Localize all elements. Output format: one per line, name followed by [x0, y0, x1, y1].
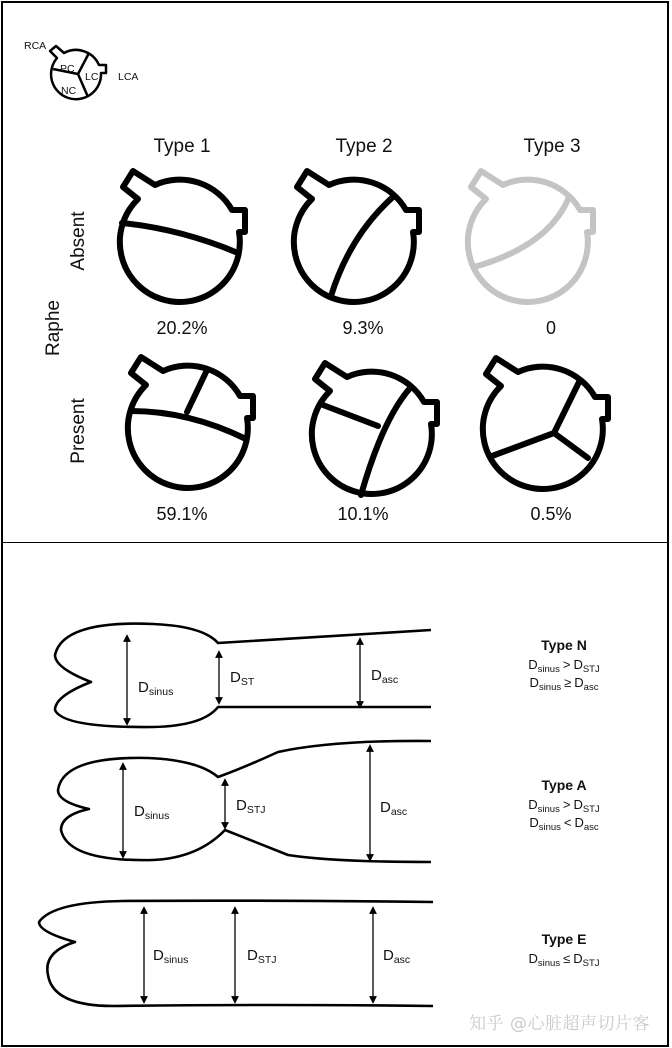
label-dsinus-e: $D_{sinus}$ [153, 947, 189, 966]
formula-n-1: $D_{sinus} > D_{STJ}$ [528, 657, 600, 675]
row-present-label: Present [68, 398, 89, 464]
valve-type3-absent [468, 171, 593, 302]
row-absent-label: Absent [68, 211, 89, 271]
pct-type1-present: 59.1% [156, 504, 208, 524]
pct-type2-present: 10.1% [337, 504, 389, 524]
type-3-header: Type 3 [523, 136, 581, 157]
aortic-root-shape-panel [1, 543, 669, 1047]
label-dasc-a: $D_{asc}$ [380, 799, 408, 818]
legend-rca: RCA [24, 40, 47, 52]
raphe-label: Raphe [43, 300, 64, 356]
pct-type3-absent: 0 [545, 318, 557, 338]
pct-type3-present: 0.5% [530, 504, 572, 524]
pct-type1-absent: 20.2% [156, 318, 208, 338]
label-dstj-e: $D_{STJ}$ [247, 947, 277, 966]
type-1-header: Type 1 [153, 136, 211, 157]
valve-type3-present [483, 358, 608, 489]
pct-type2-absent: 9.3% [342, 318, 384, 338]
label-dasc-n: $D_{asc}$ [371, 667, 399, 686]
type-2-header: Type 2 [335, 136, 393, 157]
valve-type1-present [128, 357, 253, 488]
label-dstj-a: $D_{STJ}$ [236, 797, 266, 816]
label-dsinus-a: $D_{sinus}$ [134, 803, 170, 822]
legend-pc: PC [60, 63, 75, 75]
formula-a-2: $D_{sinus} < D_{asc}$ [529, 815, 599, 833]
label-dsinus-n: $D_{sinus}$ [138, 679, 174, 698]
legend-nc: NC [61, 85, 77, 97]
legend-lca: LCA [118, 71, 139, 83]
type-e-label: Type E [541, 931, 587, 947]
formula-n-2: $D_{sinus} \ge D_{asc}$ [529, 675, 599, 693]
valve-type2-present [312, 363, 437, 495]
formula-e-1: $D_{sinus} \le D_{STJ}$ [528, 951, 600, 969]
valve-type1-absent [120, 171, 245, 302]
valve-type2-absent [294, 171, 419, 302]
label-dst-n: $D_{ST}$ [230, 669, 255, 688]
label-dasc-e: $D_{asc}$ [383, 947, 411, 966]
bicuspid-classification-panel [1, 1, 669, 544]
type-n-label: Type N [541, 637, 587, 653]
valve-diagram [3, 3, 671, 546]
aorta-type-e-shape [39, 901, 433, 1006]
watermark: 知乎 @心脏超声切片客 [469, 1014, 650, 1034]
aortic-root-diagram [3, 543, 671, 1047]
legend-lc: LC [85, 71, 99, 83]
type-a-label: Type A [541, 777, 587, 793]
formula-a-1: $D_{sinus} > D_{STJ}$ [528, 797, 600, 815]
